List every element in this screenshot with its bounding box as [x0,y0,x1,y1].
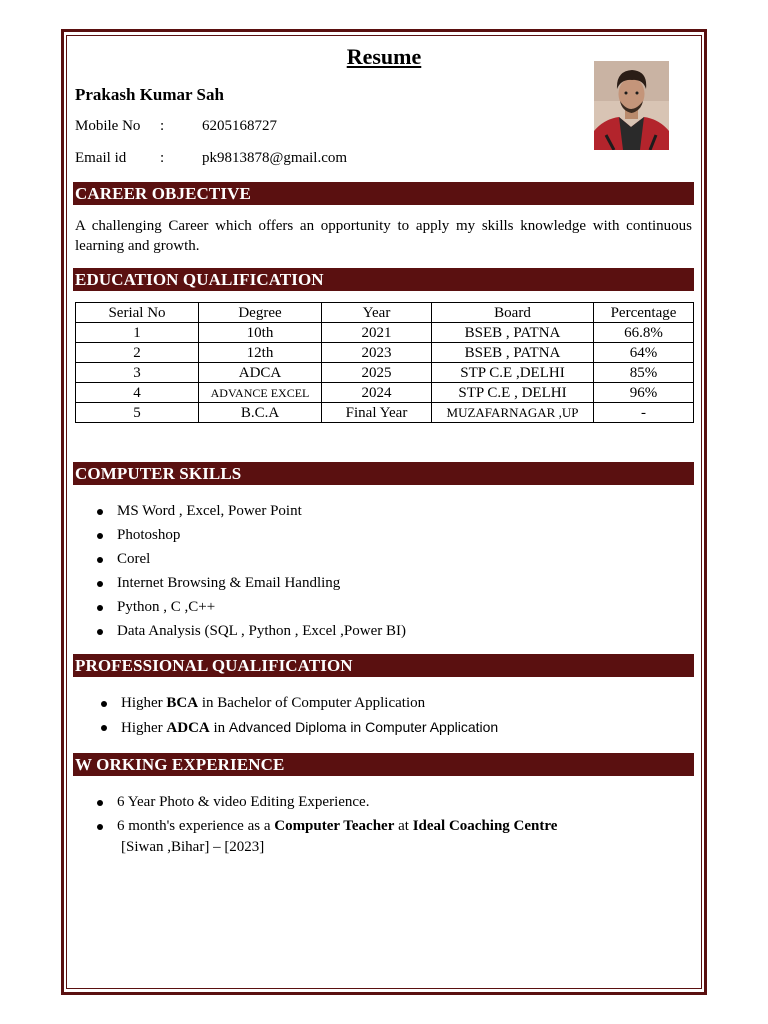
cell-degree: ADVANCE EXCEL [199,383,322,403]
list-item [75,717,498,741]
item-bold: BCA [166,695,199,711]
list-item: Python , C ,C++ [75,597,406,621]
cell-serial: 3 [76,363,199,383]
cell-serial: 5 [76,403,199,423]
cell-degree: ADCA [199,363,322,383]
section-experience: W ORKING EXPERIENCE [73,753,694,776]
list-item: MS Word , Excel, Power Point [75,501,406,525]
cell-year: 2024 [322,383,432,403]
cell-year: 2021 [322,323,432,343]
item-text: Higher [121,695,167,711]
experience-location-date: [Siwan ,Bihar] – [2023] [121,839,265,855]
item-text: at [394,818,413,834]
cell-degree: B.C.A [199,403,322,423]
email-value[interactable]: pk9813878@gmail.com [202,150,348,166]
email-label: Email id [75,150,127,166]
section-computer-skills: COMPUTER SKILLS [73,462,694,485]
cell-percentage: - [594,403,694,423]
item-text: in [209,720,229,736]
cell-board: MUZAFARNAGAR ,UP [432,403,594,423]
item-text: in Bachelor of Computer Application [198,695,426,711]
cell-percentage: 96% [594,383,694,403]
cell-year: 2023 [322,343,432,363]
cell-year: 2025 [322,363,432,383]
cell-board: BSEB , PATNA [432,323,594,343]
mobile-value: 6205168727 [202,118,277,134]
list-item: Data Analysis (SQL , Python , Excel ,Power BI) [75,621,406,645]
cell-board: STP C.E ,DELHI [432,363,594,383]
cell-board: STP C.E , DELHI [432,383,594,403]
mobile-colon: : [160,118,165,134]
profile-photo [594,61,669,150]
header-year: Year [322,303,432,323]
item-bold: ADCA [166,720,210,736]
cell-year: Final Year [322,403,432,423]
resume-title: Resume [346,44,422,69]
item-text: Higher [121,720,167,736]
email-colon: : [160,150,165,166]
cell-serial: 4 [76,383,199,403]
cell-percentage: 66.8% [594,323,694,343]
cell-percentage: 64% [594,343,694,363]
table-row [76,403,694,423]
table-row [76,343,694,363]
cell-serial: 1 [76,323,199,343]
list-item [75,816,557,840]
objective-text: A challenging Career which offers an opportunity to apply my skills knowledge with continuous learning and growth. [75,218,692,254]
item-text-sans: Advanced Diploma in Computer Application [228,719,499,735]
cell-board: BSEB , PATNA [432,343,594,363]
table-header-row [76,303,694,323]
table-row [76,383,694,403]
email-row [75,150,347,167]
education-table [75,302,694,423]
table-row [76,323,694,343]
list-item: Internet Browsing & Email Handling [75,573,406,597]
header-serial: Serial No [76,303,199,323]
mobile-row [75,118,277,135]
list-item: Photoshop [75,525,406,549]
section-professional: PROFESSIONAL QUALIFICATION [73,654,694,677]
item-text: 6 month's experience as a [117,818,275,834]
mobile-label: Mobile No [75,118,141,134]
section-education: EDUCATION QUALIFICATION [73,268,694,291]
candidate-name: Prakash Kumar Sah [75,85,224,104]
cell-degree: 12th [199,343,322,363]
computer-skills-list [75,501,406,645]
table-row [76,363,694,383]
cell-serial: 2 [76,343,199,363]
list-item: 6 Year Photo & video Editing Experience. [75,792,557,816]
professional-list [75,693,498,741]
header-board: Board [432,303,594,323]
list-item: Corel [75,549,406,573]
header-degree: Degree [199,303,322,323]
experience-list [75,792,557,840]
section-career-objective: CAREER OBJECTIVE [73,182,694,205]
list-item [75,693,498,717]
item-bold: Ideal Coaching Centre [412,818,558,834]
item-bold: Computer Teacher [274,818,395,834]
cell-degree: 10th [199,323,322,343]
cell-percentage: 85% [594,363,694,383]
header-percentage: Percentage [594,303,694,323]
